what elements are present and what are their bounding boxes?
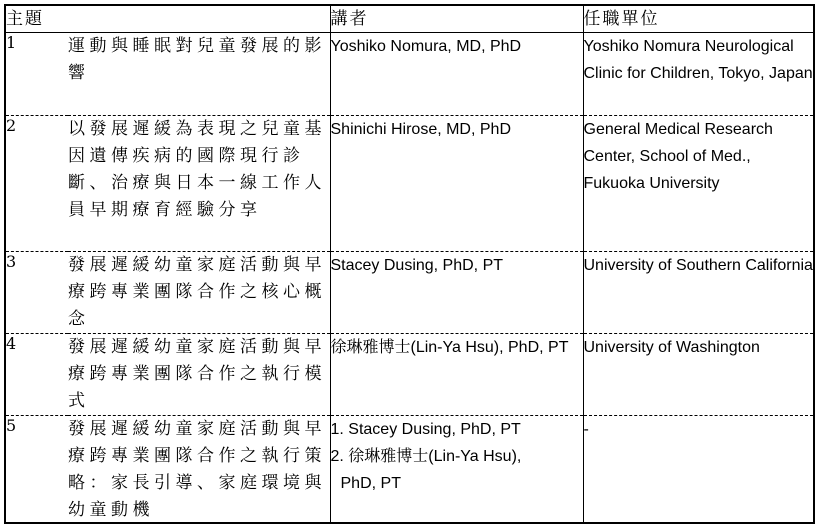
affiliation-cell: University of Washington: [583, 334, 813, 416]
row-number: 2: [6, 116, 17, 135]
table-row: [6, 334, 813, 416]
speaker-line: PhD, PT: [340, 475, 401, 492]
header-affiliation: 任職單位: [583, 6, 813, 33]
speaker-line: 徐琳雅博士(Lin-Ya Hsu), PhD, PT: [330, 339, 569, 356]
speaker-schedule-table: [6, 6, 813, 524]
topic-cell: 運動與睡眠對兒童發展的影響: [68, 36, 326, 83]
speaker-line: 1. Stacey Dusing, PhD, PT: [330, 421, 521, 438]
row-number: 4: [6, 334, 17, 353]
speaker-line: Shinichi Hirose, MD, PhD: [330, 121, 511, 138]
row-number: 1: [6, 33, 17, 52]
speaker-line: Stacey Dusing, PhD, PT: [330, 257, 504, 274]
row-number: 5: [6, 416, 17, 435]
speaker-cell: [330, 33, 583, 116]
affiliation-cell: General Medical Research Center, School of Med., Fukuoka University: [583, 116, 813, 252]
speaker-cell: [330, 252, 583, 334]
table-row: [6, 33, 813, 116]
topic-cell: 以發展遲緩為表現之兒童基因遺傳疾病的國際現行診斷、治療與日本一線工作人員早期療育經驗分享: [68, 119, 326, 220]
speaker-line: 2. 徐琳雅博士(Lin-Ya Hsu),: [330, 448, 522, 465]
table-row: [6, 416, 813, 525]
topic-cell: 發展遲緩幼童家庭活動與早療跨專業團隊合作之執行策略：家長引導、家庭環境與幼童動機: [68, 419, 326, 520]
speaker-cell: [330, 116, 583, 252]
speaker-cell: [330, 416, 583, 525]
speaker-cell: [330, 334, 583, 416]
topic-cell: 發展遲緩幼童家庭活動與早療跨專業團隊合作之核心概念: [68, 255, 326, 329]
table-header-row: [6, 6, 813, 33]
table-row: [6, 116, 813, 252]
affiliation-cell: University of Southern California: [583, 252, 813, 334]
table-row: [6, 252, 813, 334]
topic-cell: 發展遲緩幼童家庭活動與早療跨專業團隊合作之執行模式: [68, 337, 326, 411]
affiliation-cell: -: [583, 416, 813, 525]
header-topic: 主題: [6, 6, 330, 33]
affiliation-cell: Yoshiko Nomura Neurological Clinic for Children, Tokyo, Japan: [583, 33, 813, 116]
header-speaker: 講者: [330, 6, 583, 33]
speaker-line: Yoshiko Nomura, MD, PhD: [330, 38, 522, 55]
row-number: 3: [6, 252, 17, 271]
